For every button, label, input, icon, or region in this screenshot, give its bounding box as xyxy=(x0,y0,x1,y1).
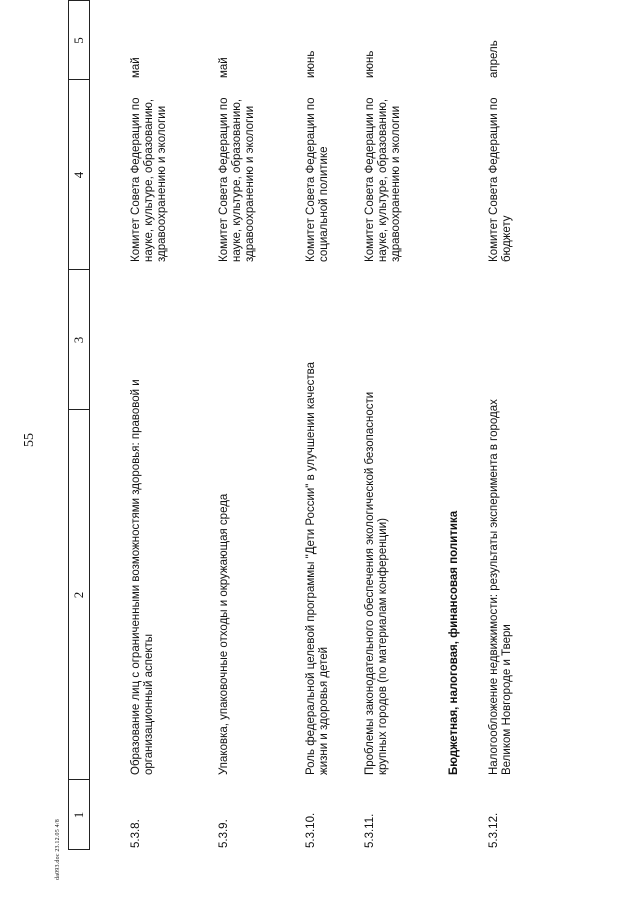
row-number: 5.3.12. xyxy=(488,812,500,848)
row-title: Образование лиц с ограниченными возможностями здоровья: правовой и организационный аспекты xyxy=(130,379,155,775)
document-footer-code: da093.doc 23.12.05 4/8 xyxy=(55,819,61,880)
column-number-1: 1 xyxy=(71,811,86,819)
row-month: май xyxy=(130,57,142,78)
row-number: 5.3.10. xyxy=(305,812,317,848)
table-header-row xyxy=(68,0,90,850)
column-number-4: 4 xyxy=(71,171,86,179)
row-title: Упаковка, упаковочные отходы и окружающая среда xyxy=(218,493,230,775)
row-title: Налогообложение недвижимости: результаты эксперимента в городах Великом Новгороде и Твери xyxy=(488,399,513,775)
section-heading: Бюджетная, налоговая, финансовая политика xyxy=(448,510,460,775)
row-title: Роль федеральной целевой программы "Дети России" в улучшении качества жизни и здоровья детей xyxy=(305,361,330,775)
row-month: июнь xyxy=(305,50,317,78)
row-responsible: Комитет Совета Федерации по науке, культуре, образованию, здравоохранению и экологии xyxy=(218,97,256,262)
row-title: Проблемы законодательного обеспечения экологической безопасности крупных городов (по материалам конференции) xyxy=(364,391,389,775)
row-month: апрель xyxy=(488,40,500,78)
column-number-3: 3 xyxy=(71,336,86,344)
row-responsible: Комитет Совета Федерации по науке, культуре, образованию, здравоохранению и экологии xyxy=(364,97,402,262)
page-number: 55 xyxy=(22,433,37,447)
row-month: июнь xyxy=(364,50,376,78)
row-responsible: Комитет Совета Федерации по бюджету xyxy=(488,97,513,262)
row-number: 5.3.9. xyxy=(218,819,230,848)
row-number: 5.3.8. xyxy=(130,819,142,848)
row-responsible: Комитет Совета Федерации по науке, культуре, образованию, здравоохранению и экологии xyxy=(130,97,168,262)
row-number: 5.3.11. xyxy=(364,813,376,848)
row-month: май xyxy=(218,57,230,78)
row-responsible: Комитет Совета Федерации по социальной политике xyxy=(305,97,330,262)
column-number-2: 2 xyxy=(71,591,86,599)
column-number-5: 5 xyxy=(71,37,86,44)
table-divider xyxy=(69,0,89,1)
